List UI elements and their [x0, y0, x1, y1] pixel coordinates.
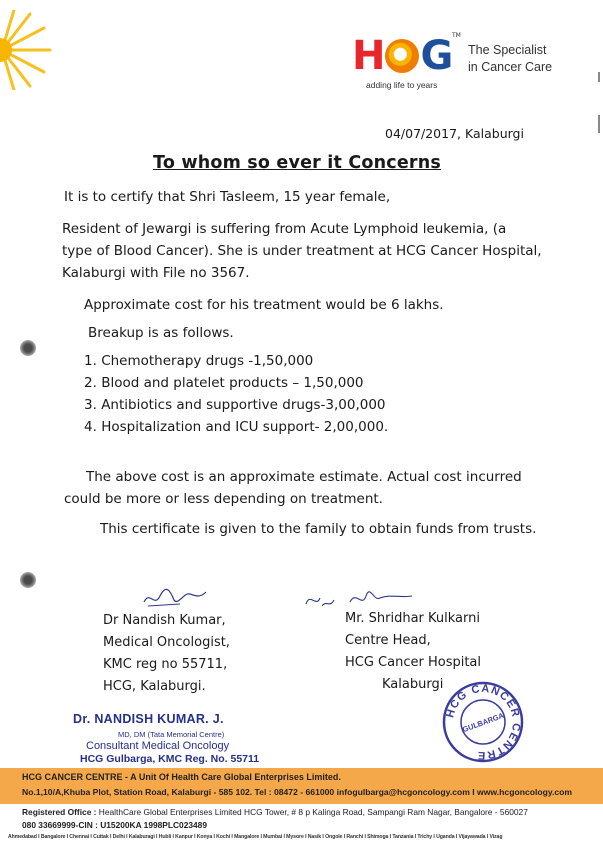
breakup-heading: Breakup is as follows. [88, 325, 234, 341]
breakup-item: 3. Antibiotics and supportive drugs-3,00,000 [84, 397, 386, 413]
doctor-stamp-title: Consultant Medical Oncology [86, 740, 230, 752]
logo-sun-icon [385, 39, 419, 73]
breakup-item: 1. Chemotherapy drugs -1,50,000 [84, 353, 314, 369]
signatory-right-org: HCG Cancer Hospital [345, 655, 482, 670]
footer-reg-label: Registered Office : [22, 807, 97, 817]
letter-title: To whom so ever it Concerns [153, 153, 442, 173]
footer-cin: 080 33669999-CIN : U15200KA 1998PLC023489 [22, 820, 207, 830]
seal-outer-text: HCG CANCER CENTRE [444, 682, 523, 762]
signatory-left-org: HCG, Kalaburgi. [103, 679, 206, 694]
logo-tagline-line1: The Specialist [468, 43, 547, 57]
doctor-stamp-name: Dr. NANDISH KUMAR. J. [73, 712, 224, 726]
signatory-left [103, 610, 230, 698]
doctor-stamp-degree: MD, DM (Tata Memorial Centre) [118, 730, 225, 739]
signature-left [140, 582, 210, 612]
signatory-right-city: Kalaburgi [382, 677, 444, 692]
punch-hole [20, 572, 36, 588]
resident-line-3: Kalaburgi with File no 3567. [62, 265, 250, 281]
breakup-item: 4. Hospitalization and ICU support- 2,00,000. [84, 419, 389, 435]
purpose-line: This certificate is given to the family to obtain funds from trusts. [100, 521, 537, 537]
logo-tagline-line2: in Cancer Care [468, 60, 553, 74]
seal-inner-text: GULBARGA [461, 710, 506, 735]
footer-registered-office [22, 807, 528, 817]
hcg-logo [352, 34, 562, 94]
footer-company-line: HCG CANCER CENTRE - A Unit Of Health Care Global Enterprises Limited. [22, 772, 341, 782]
certify-paragraph: It is to certify that Shri Tasleem, 15 year female, [64, 189, 391, 205]
approximate-cost-line: Approximate cost for his treatment would be 6 lakhs. [84, 297, 444, 313]
signatory-left-role: Medical Oncologist, [103, 635, 230, 650]
resident-line-2: type of Blood Cancer). She is under treatment at HCG Cancer Hospital, [62, 243, 542, 259]
letter-date: 04/07/2017, Kalaburgi [385, 126, 524, 141]
signatory-left-name: Dr Nandish Kumar, [103, 613, 226, 628]
doctor-stamp-reg: HCG Gulbarga, KMC Reg. No. 55711 [80, 753, 260, 765]
sunburst-decoration [0, 10, 60, 90]
hospital-seal [442, 681, 524, 763]
footer-cities: Ahmedabad I Bangalore I Chennai I Cuttak I Delhi I Kalaburagi I Hubli I Kanpur I Konya I Kochi I Mangalore I Mumbai I Mysore I Nasik I Ongole I Ranchi I Shimoga I Tanzania I Trichy I Uganda I Vijayawada I Vizag [8, 834, 503, 840]
scan-edge-mark [598, 72, 600, 82]
footer-address-line: No.1,10/A,Khuba Plot, Station Road, Kalaburgi - 585 102. Tel : 08472 - 661000 infogulbarga@hcgoncology.com I www.hcgoncology.com [22, 787, 573, 797]
footer-reg-text: HealthCare Global Enterprises Limited HCG Tower, # 8 p Kalinga Road, Sampangi Ram Nagar, Bangalore - 560027 [96, 807, 528, 817]
signatory-right-name: Mr. Shridhar Kulkarni [345, 611, 480, 626]
breakup-list [84, 350, 388, 438]
breakup-item: 2. Blood and platelet products – 1,50,000 [84, 375, 364, 391]
logo-trademark: TM [452, 32, 461, 39]
estimate-line-1: The above cost is an approximate estimate. Actual cost incurred [86, 469, 522, 485]
punch-hole [20, 340, 36, 356]
resident-line-1: Resident of Jewargi is suffering from Acute Lymphoid leukemia, (a [62, 221, 507, 237]
logo-subtitle: adding life to years [366, 80, 438, 90]
scan-edge-mark [598, 115, 600, 133]
signatory-right-role: Centre Head, [345, 633, 431, 648]
signatory-left-reg: KMC reg no 55711, [103, 657, 228, 672]
estimate-line-2: could be more or less depending on treatment. [64, 491, 383, 507]
logo-wordmark: H G [352, 33, 453, 79]
